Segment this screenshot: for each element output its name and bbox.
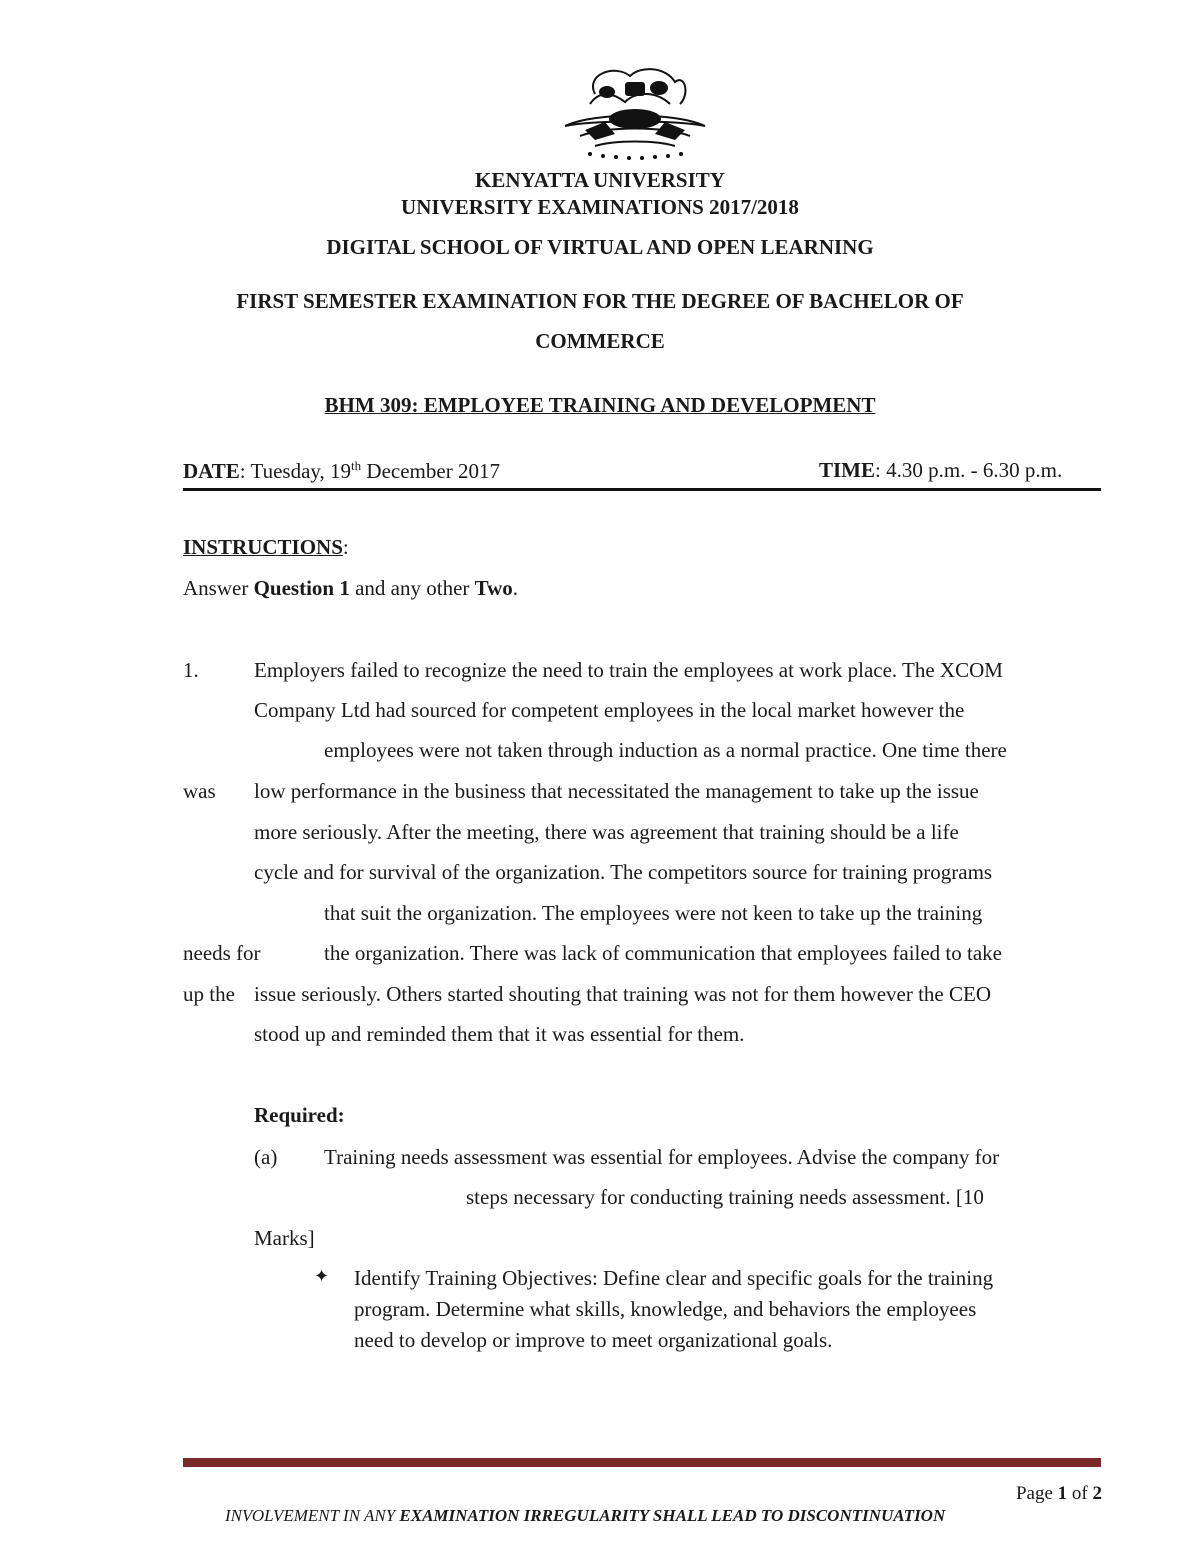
answer-question: Question 1 xyxy=(253,576,350,600)
answer-pre: Answer xyxy=(183,576,254,600)
course-title xyxy=(0,393,1200,418)
question-number: 1. xyxy=(183,658,199,682)
answer-two: Two xyxy=(474,576,513,600)
degree-title-line1: FIRST SEMESTER EXAMINATION FOR THE DEGREE OF BACHELOR OF xyxy=(236,289,964,313)
warning-bold: EXAMINATION IRREGULARITY SHALL LEAD TO DISCONTINUATION xyxy=(399,1506,946,1525)
part-a-line: Training needs assessment was essential for employees. Advise the company for xyxy=(324,1145,1000,1169)
part-a-line: steps necessary for conducting training needs assessment. [10 xyxy=(466,1185,984,1209)
required-heading: Required: xyxy=(254,1103,345,1127)
exam-time xyxy=(819,458,1062,483)
question-line: employees were not taken through induction as a normal practice. One time there xyxy=(324,738,1007,762)
school-name: DIGITAL SCHOOL OF VIRTUAL AND OPEN LEARNING xyxy=(326,235,874,259)
margin-word: up the xyxy=(183,982,235,1006)
date-suffix: th xyxy=(351,458,362,473)
question-line: low performance in the business that necessitated the management to take up the issue xyxy=(254,779,979,803)
time-value: : 4.30 p.m. - 6.30 p.m. xyxy=(875,458,1063,482)
degree-title-line2: COMMERCE xyxy=(535,329,665,353)
instructions-heading xyxy=(183,535,349,560)
question-line: cycle and for survival of the organization. The competitors source for training programs xyxy=(254,860,993,884)
date-label: DATE xyxy=(183,459,240,483)
page-total: 2 xyxy=(1092,1483,1102,1504)
answer-mid: and any other xyxy=(349,576,475,600)
part-a-marks: Marks] xyxy=(254,1226,315,1250)
date-divider xyxy=(183,488,1101,491)
page-current: 1 xyxy=(1057,1483,1068,1504)
warning-pre: INVOLVEMENT IN ANY xyxy=(225,1506,400,1525)
page-pre: Page xyxy=(1015,1483,1058,1504)
question-line: stood up and reminded them that it was essential for them. xyxy=(254,1022,745,1046)
exam-date xyxy=(183,458,500,484)
bullet-line: Identify Training Objectives: Define clear and specific goals for the training xyxy=(354,1266,994,1290)
bullet-line: program. Determine what skills, knowledge, and behaviors the employees xyxy=(354,1297,977,1321)
bullet-star-icon: ✦ xyxy=(314,1266,330,1287)
university-name: KENYATTA UNIVERSITY xyxy=(475,168,725,192)
instructions-colon: : xyxy=(342,535,349,559)
question-line: the organization. There was lack of communication that employees failed to take xyxy=(324,941,1002,965)
question-line: Employers failed to recognize the need to train the employees at work place. The XCOM xyxy=(254,658,1003,682)
question-line: Company Ltd had sourced for competent employees in the local market however the xyxy=(254,698,965,722)
question-line: that suit the organization. The employees were not keen to take up the training xyxy=(324,901,983,925)
instructions-title: INSTRUCTIONS xyxy=(183,535,343,559)
time-label: TIME xyxy=(819,458,876,482)
university-crest-logo xyxy=(555,64,715,162)
date-prefix: : Tuesday, 19 xyxy=(239,459,352,483)
footer-divider xyxy=(183,1458,1101,1467)
page-number xyxy=(1016,1483,1102,1505)
page-mid: of xyxy=(1067,1483,1093,1504)
bullet-line: need to develop or improve to meet organizational goals. xyxy=(354,1328,833,1352)
exam-series: UNIVERSITY EXAMINATIONS 2017/2018 xyxy=(401,195,799,219)
course-title-text: BHM 309: EMPLOYEE TRAINING AND DEVELOPMENT xyxy=(324,393,876,417)
answer-end: . xyxy=(512,576,519,600)
margin-word: needs for xyxy=(183,941,261,965)
instructions-text xyxy=(183,576,518,601)
question-line: issue seriously. Others started shouting that training was not for them however the CEO xyxy=(254,982,991,1006)
part-a-label: (a) xyxy=(254,1145,278,1169)
footer-warning xyxy=(225,1506,945,1526)
margin-word: was xyxy=(183,779,216,803)
date-rest: December 2017 xyxy=(361,459,500,483)
question-line: more seriously. After the meeting, there was agreement that training should be a life xyxy=(254,820,959,844)
